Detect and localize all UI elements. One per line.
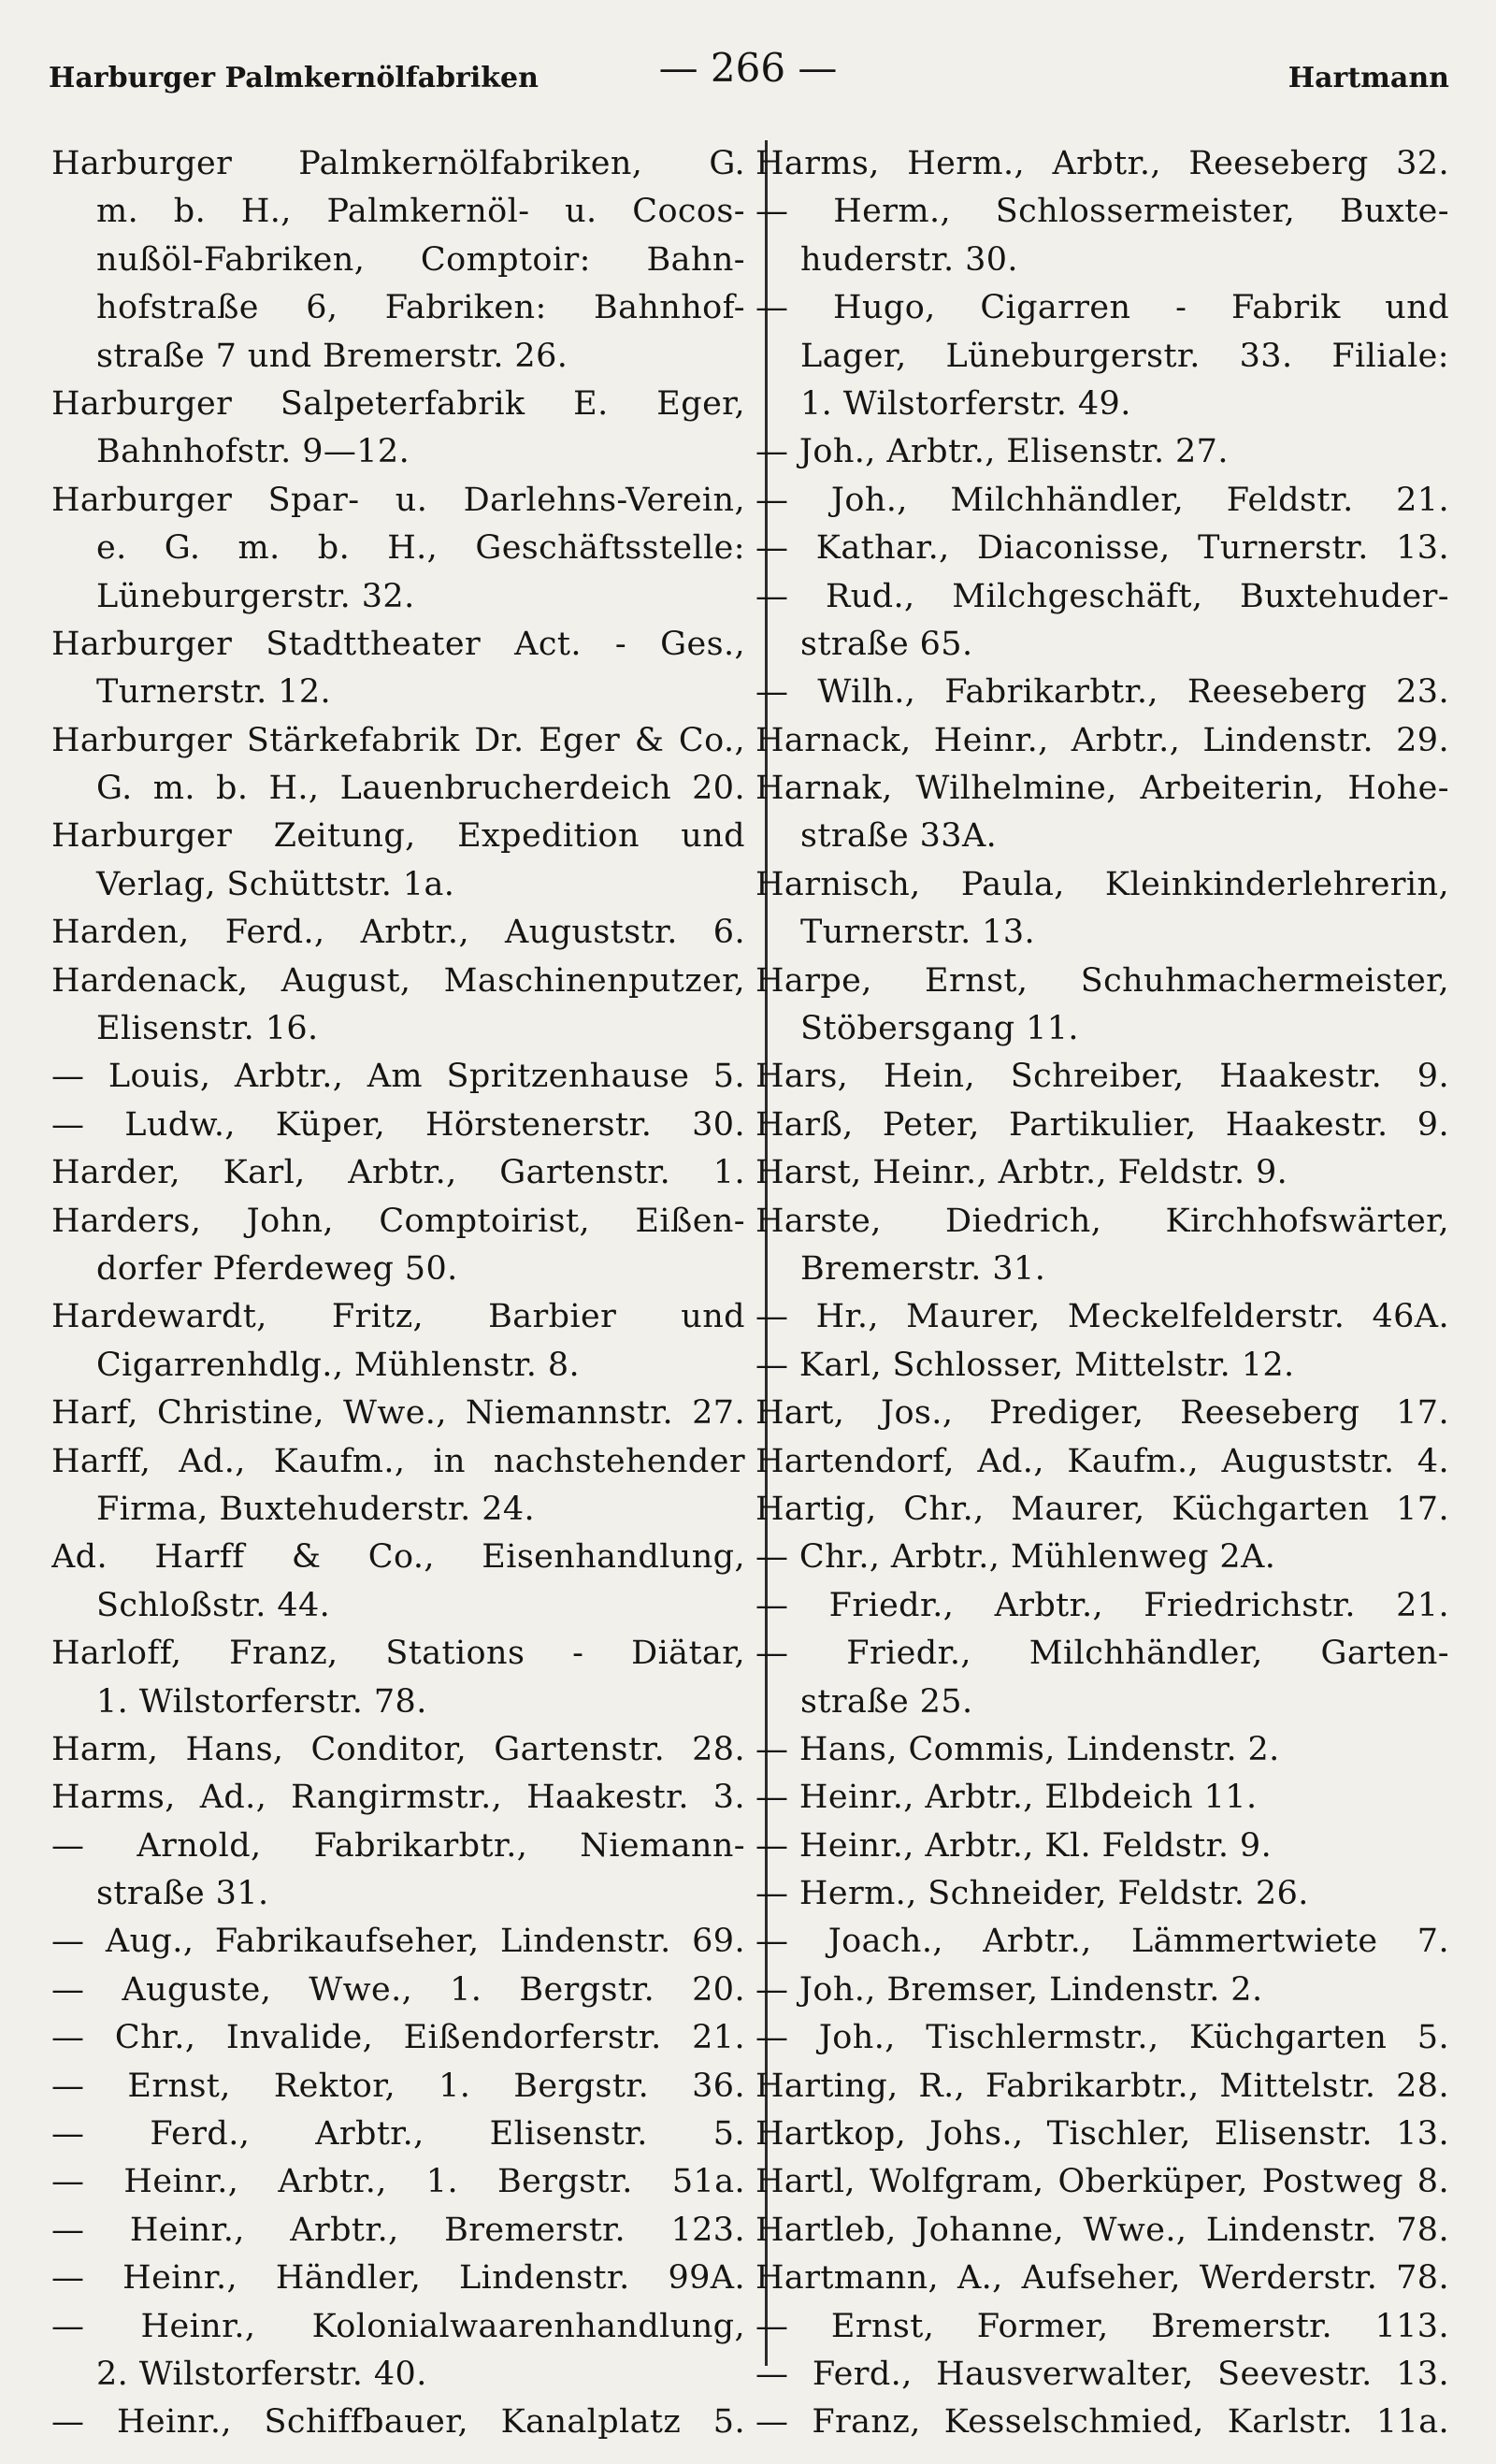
directory-line: — Heinr., Händler, Lindenstr. 99A. <box>51 2259 745 2298</box>
directory-line: — Wilh., Fabrikarbtr., Reeseberg 23. <box>755 673 1449 712</box>
directory-line: Hartig, Chr., Maurer, Küchgarten 17. <box>755 1490 1449 1528</box>
directory-line: straße 65. <box>800 625 973 663</box>
directory-line: — Heinr., Arbtr., Bremerstr. 123. <box>51 2211 745 2249</box>
directory-line: — Joh., Tischlermstr., Küchgarten 5. <box>755 2019 1449 2057</box>
directory-line: Harden, Ferd., Arbtr., Auguststr. 6. <box>51 914 745 952</box>
page-number: — 266 — <box>658 45 838 91</box>
directory-line: Hartmann, A., Aufseher, Werderstr. 78. <box>755 2259 1449 2298</box>
directory-line: Harburger Spar- u. Darlehns-Verein, <box>51 481 745 519</box>
directory-line: — Friedr., Milchhändler, Garten- <box>755 1635 1449 1673</box>
directory-line: — Auguste, Wwe., 1. Bergstr. 20. <box>51 1970 745 2009</box>
directory-line: — Heinr., Kolonialwaarenhandlung, <box>51 2307 745 2345</box>
directory-line: Harnak, Wilhelmine, Arbeiterin, Hohe- <box>755 770 1449 808</box>
running-head-left: Harburger Palmkernölfabriken <box>49 62 539 94</box>
directory-line: — Ludw., Küper, Hörstenerstr. 30. <box>51 1105 745 1144</box>
directory-line: nußöl-Fabriken, Comptoir: Bahn- <box>96 240 745 279</box>
directory-line: — Heinr., Arbtr., Kl. Feldstr. 9. <box>755 1826 1273 1865</box>
directory-line: Harder, Karl, Arbtr., Gartenstr. 1. <box>51 1154 745 1192</box>
directory-line: Harburger Zeitung, Expedition und <box>51 817 745 856</box>
directory-line: Hartl, Wolfgram, Oberküper, Postweg 8. <box>755 2163 1449 2201</box>
directory-line: — Franz, Kesselschmied, Karlstr. 11a. <box>755 2403 1449 2442</box>
directory-line: dorfer Pferdeweg 50. <box>96 1249 458 1288</box>
directory-line: Hartendorf, Ad., Kaufm., Auguststr. 4. <box>755 1442 1449 1480</box>
directory-line: — Hans, Commis, Lindenstr. 2. <box>755 1730 1280 1768</box>
directory-line: — Ernst, Rektor, 1. Bergstr. 36. <box>51 2067 745 2105</box>
directory-line: 1. Wilstorferstr. 49. <box>800 384 1131 423</box>
directory-line: Harnack, Heinr., Arbtr., Lindenstr. 29. <box>755 721 1449 759</box>
directory-line: huderstr. 30. <box>800 240 1018 279</box>
directory-line: — Rud., Milchgeschäft, Buxtehuder- <box>755 577 1449 615</box>
directory-line: Cigarrenhdlg., Mühlenstr. 8. <box>96 1346 581 1384</box>
directory-line: — Joh., Arbtr., Elisenstr. 27. <box>755 433 1229 471</box>
directory-line: straße 7 und Bremerstr. 26. <box>96 337 568 375</box>
directory-line: Elisenstr. 16. <box>96 1010 319 1048</box>
directory-line: Hardenack, August, Maschinenputzer, <box>51 961 745 1000</box>
directory-line: — Joach., Arbtr., Lämmertwiete 7. <box>755 1923 1449 1961</box>
directory-line: Harf, Christine, Wwe., Niemannstr. 27. <box>51 1394 745 1433</box>
directory-line: — Chr., Invalide, Eißendorferstr. 21. <box>51 2019 745 2057</box>
directory-line: straße 33A. <box>800 817 998 856</box>
directory-line: Firma, Buxtehuderstr. 24. <box>96 1490 536 1528</box>
directory-line: — Joh., Bremser, Lindenstr. 2. <box>755 1970 1263 2009</box>
directory-line: Harloff, Franz, Stations - Diätar, <box>51 1635 745 1673</box>
left-column <box>51 140 745 2447</box>
directory-line: Verlag, Schüttstr. 1a. <box>96 865 455 903</box>
directory-line: — Louis, Arbtr., Am Spritzenhause 5. <box>51 1058 745 1096</box>
directory-line: Harms, Ad., Rangirmstr., Haakestr. 3. <box>51 1779 745 1817</box>
directory-line: Hardewardt, Fritz, Barbier und <box>51 1298 745 1336</box>
running-head <box>0 0 1496 103</box>
directory-line: — Heinr., Arbtr., Elbdeich 11. <box>755 1779 1258 1817</box>
directory-line: — Ernst, Former, Bremerstr. 113. <box>755 2307 1449 2345</box>
directory-line: Hart, Jos., Prediger, Reeseberg 17. <box>755 1394 1449 1433</box>
directory-line: — Chr., Arbtr., Mühlenweg 2A. <box>755 1538 1276 1577</box>
directory-line: Stöbersgang 11. <box>800 1010 1079 1048</box>
directory-line: Harms, Herm., Arbtr., Reeseberg 32. <box>755 145 1449 182</box>
directory-line: 2. Wilstorferstr. 40. <box>96 2355 427 2393</box>
directory-line: Harting, R., Fabrikarbtr., Mittelstr. 28. <box>755 2067 1449 2105</box>
running-head-right: Hartmann <box>1287 62 1449 94</box>
directory-line: — Ferd., Hausverwalter, Seevestr. 13. <box>755 2355 1449 2393</box>
directory-line: — Heinr., Schiffbauer, Kanalplatz 5. <box>51 2403 745 2442</box>
directory-line: straße 25. <box>800 1682 973 1721</box>
directory-line: e. G. m. b. H., Geschäftsstelle: <box>96 529 745 568</box>
directory-line: Hartleb, Johanne, Wwe., Lindenstr. 78. <box>755 2211 1449 2249</box>
directory-line: — Herm., Schneider, Feldstr. 26. <box>755 1875 1309 1913</box>
directory-line: 1. Wilstorferstr. 78. <box>96 1682 427 1721</box>
directory-line: Harburger Palmkernölfabriken, G. <box>51 145 745 182</box>
directory-line: Harders, John, Comptoirist, Eißen- <box>51 1202 745 1240</box>
directory-line: — Kathar., Diaconisse, Turnerstr. 13. <box>755 529 1449 568</box>
directory-line: Harburger Salpeterfabrik E. Eger, <box>51 384 745 423</box>
directory-line: — Heinr., Arbtr., 1. Bergstr. 51a. <box>51 2163 745 2201</box>
directory-line: — Friedr., Arbtr., Friedrichstr. 21. <box>755 1586 1449 1624</box>
directory-line: — Aug., Fabrikaufseher, Lindenstr. 69. <box>51 1923 745 1961</box>
directory-line: Hartkop, Johs., Tischler, Elisenstr. 13. <box>755 2115 1449 2154</box>
right-column <box>755 140 1449 2447</box>
directory-line: straße 31. <box>96 1875 269 1913</box>
directory-line: Turnerstr. 12. <box>96 673 332 712</box>
directory-line: Ad. Harff & Co., Eisenhandlung, <box>51 1538 745 1577</box>
directory-line: Hars, Hein, Schreiber, Haakestr. 9. <box>755 1058 1449 1096</box>
directory-line: Harburger Stadttheater Act. - Ges., <box>51 625 745 663</box>
directory-line: Bahnhofstr. 9—12. <box>96 433 410 471</box>
directory-line: Bremerstr. 31. <box>800 1249 1046 1288</box>
directory-line: — Hr., Maurer, Meckelfelderstr. 46A. <box>755 1298 1449 1336</box>
directory-line: Harß, Peter, Partikulier, Haakestr. 9. <box>755 1105 1449 1144</box>
directory-line: Lager, Lüneburgerstr. 33. Filiale: <box>800 337 1449 375</box>
directory-line: Schloßstr. 44. <box>96 1586 331 1624</box>
directory-line: — Ferd., Arbtr., Elisenstr. 5. <box>51 2115 745 2154</box>
directory-line: Harnisch, Paula, Kleinkinderlehrerin, <box>755 865 1449 903</box>
directory-line: m. b. H., Palmkernöl- u. Cocos- <box>96 193 745 231</box>
directory-line: Harburger Stärkefabrik Dr. Eger & Co., <box>51 721 745 759</box>
directory-line: — Hugo, Cigarren - Fabrik und <box>755 289 1449 327</box>
directory-line: — Arnold, Fabrikarbtr., Niemann- <box>51 1826 745 1865</box>
directory-line: Harm, Hans, Conditor, Gartenstr. 28. <box>51 1730 745 1768</box>
directory-line: Lüneburgerstr. 32. <box>96 577 415 615</box>
directory-line: Harff, Ad., Kaufm., in nachstehender <box>51 1442 745 1480</box>
directory-line: Turnerstr. 13. <box>800 914 1036 952</box>
directory-line: Harste, Diedrich, Kirchhofswärter, <box>755 1202 1449 1240</box>
directory-line: G. m. b. H., Lauenbrucherdeich 20. <box>96 770 745 808</box>
directory-line: hofstraße 6, Fabriken: Bahnhof- <box>96 289 745 327</box>
directory-line: — Karl, Schlosser, Mittelstr. 12. <box>755 1346 1295 1384</box>
directory-line: Harpe, Ernst, Schuhmachermeister, <box>755 961 1449 1000</box>
directory-line: Harst, Heinr., Arbtr., Feldstr. 9. <box>755 1154 1288 1192</box>
directory-line: — Herm., Schlossermeister, Buxte- <box>755 193 1449 231</box>
directory-line: — Joh., Milchhändler, Feldstr. 21. <box>755 481 1449 519</box>
